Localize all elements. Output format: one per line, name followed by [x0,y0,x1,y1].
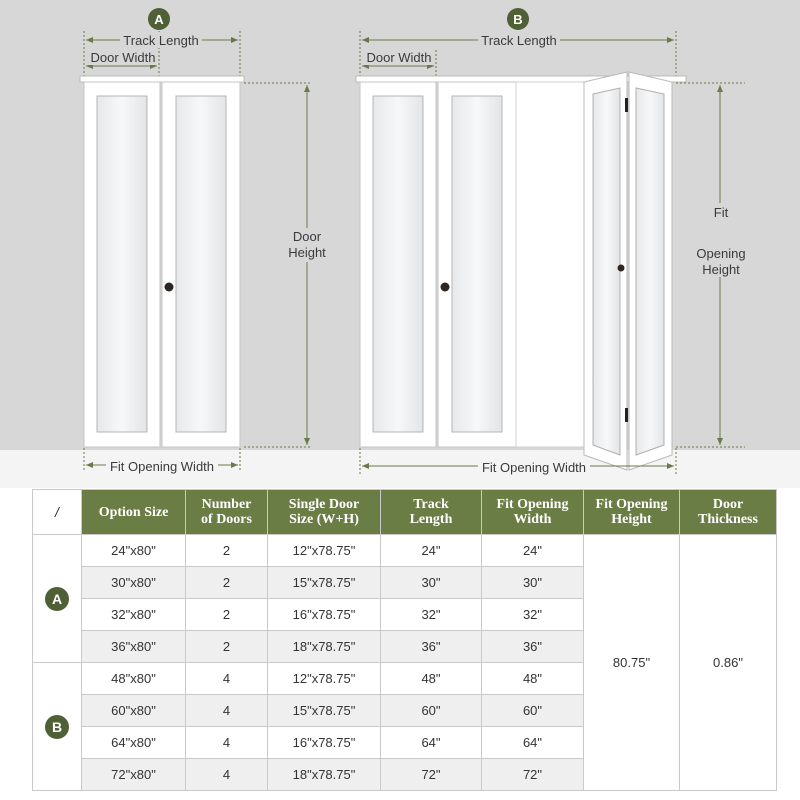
group-b-cell [33,663,82,791]
cell-doors: 2 [186,535,268,567]
cell-doors: 4 [186,663,268,695]
group-a-badge: A [45,587,69,611]
hinge-top [625,98,628,112]
cell-doors: 2 [186,599,268,631]
cell-option-size: 72"x80" [82,759,186,791]
header-door-thickness: Door Thickness [680,490,777,535]
cell-fit-width: 48" [482,663,584,695]
door-width-label-b: Door Width [366,50,432,65]
hinge-bottom [625,408,628,422]
cell-track: 48" [381,663,482,695]
cell-single-size: 18"x78.75" [268,631,381,663]
door-knob-folded [618,265,625,272]
cell-single-size: 12"x78.75" [268,663,381,695]
track-rail-a [80,76,244,82]
cell-track: 32" [381,599,482,631]
cell-single-size: 12"x78.75" [268,535,381,567]
header-fit-opening-width: Fit Opening Width [482,490,584,535]
option-b-diagram [356,8,686,475]
cell-fit-width: 24" [482,535,584,567]
door-height-label-line2: Height [288,245,326,260]
cell-single-size: 16"x78.75" [268,727,381,759]
track-length-label-b: Track Length [481,33,557,48]
folded-glass-right [636,88,664,455]
folded-glass-left [593,88,620,455]
cell-track: 60" [381,695,482,727]
option-a-diagram [80,8,244,474]
header-number-of-doors: Number of Doors [186,490,268,535]
door-knob-b [441,283,450,292]
cell-option-size: 32"x80" [82,599,186,631]
cell-track: 72" [381,759,482,791]
header-option-size: Option Size [82,490,186,535]
cell-option-size: 60"x80" [82,695,186,727]
option-b-badge-label: B [513,12,523,27]
table-row [33,535,777,567]
cell-option-size: 48"x80" [82,663,186,695]
door-knob-a [165,283,174,292]
group-a-cell [33,535,82,663]
glass-panel-b2 [452,96,502,432]
cell-door-thickness: 0.86" [680,535,777,791]
cell-doors: 4 [186,695,268,727]
door-height-dimension [244,83,328,447]
door-width-label-a: Door Width [90,50,156,65]
fit-opening-height-line2: Opening [696,246,746,261]
option-a-badge-label: A [154,12,164,27]
door-height-label-line1: Door [292,229,322,244]
header-single-door-size: Single Door Size (W+H) [268,490,381,535]
glass-panel-a2 [176,96,226,432]
doorway-opening [516,82,584,447]
cell-fit-width: 36" [482,631,584,663]
cell-doors: 2 [186,631,268,663]
cell-fit-width: 32" [482,599,584,631]
cell-track: 36" [381,631,482,663]
cell-option-size: 36"x80" [82,631,186,663]
cell-fit-width: 64" [482,727,584,759]
cell-track: 24" [381,535,482,567]
glass-panel-a1 [97,96,147,432]
header-corner: / [33,490,82,535]
cell-option-size: 30"x80" [82,567,186,599]
track-length-label-a: Track Length [123,33,199,48]
cell-fit-width: 60" [482,695,584,727]
fit-opening-width-label-a: Fit Opening Width [109,459,215,474]
header-track-length: Track Length [381,490,482,535]
table-header-row [33,490,777,535]
header-fit-opening-height: Fit Opening Height [584,490,680,535]
glass-panel-b1 [373,96,423,432]
cell-fit-width: 72" [482,759,584,791]
cell-single-size: 16"x78.75" [268,599,381,631]
cell-doors: 4 [186,759,268,791]
cell-option-size: 24"x80" [82,535,186,567]
size-spec-table [32,489,777,791]
cell-track: 64" [381,727,482,759]
cell-single-size: 18"x78.75" [268,759,381,791]
cell-doors: 2 [186,567,268,599]
group-b-badge: B [45,715,69,739]
fit-opening-height-line3: Height [702,262,740,277]
cell-single-size: 15"x78.75" [268,567,381,599]
cell-fit-opening-height: 80.75" [584,535,680,791]
cell-track: 30" [381,567,482,599]
fit-opening-height-dimension [676,83,752,447]
cell-option-size: 64"x80" [82,727,186,759]
cell-single-size: 15"x78.75" [268,695,381,727]
fit-opening-height-line1: Fit [713,205,729,220]
cell-doors: 4 [186,727,268,759]
fit-opening-width-label-b: Fit Opening Width [481,460,587,475]
cell-fit-width: 30" [482,567,584,599]
